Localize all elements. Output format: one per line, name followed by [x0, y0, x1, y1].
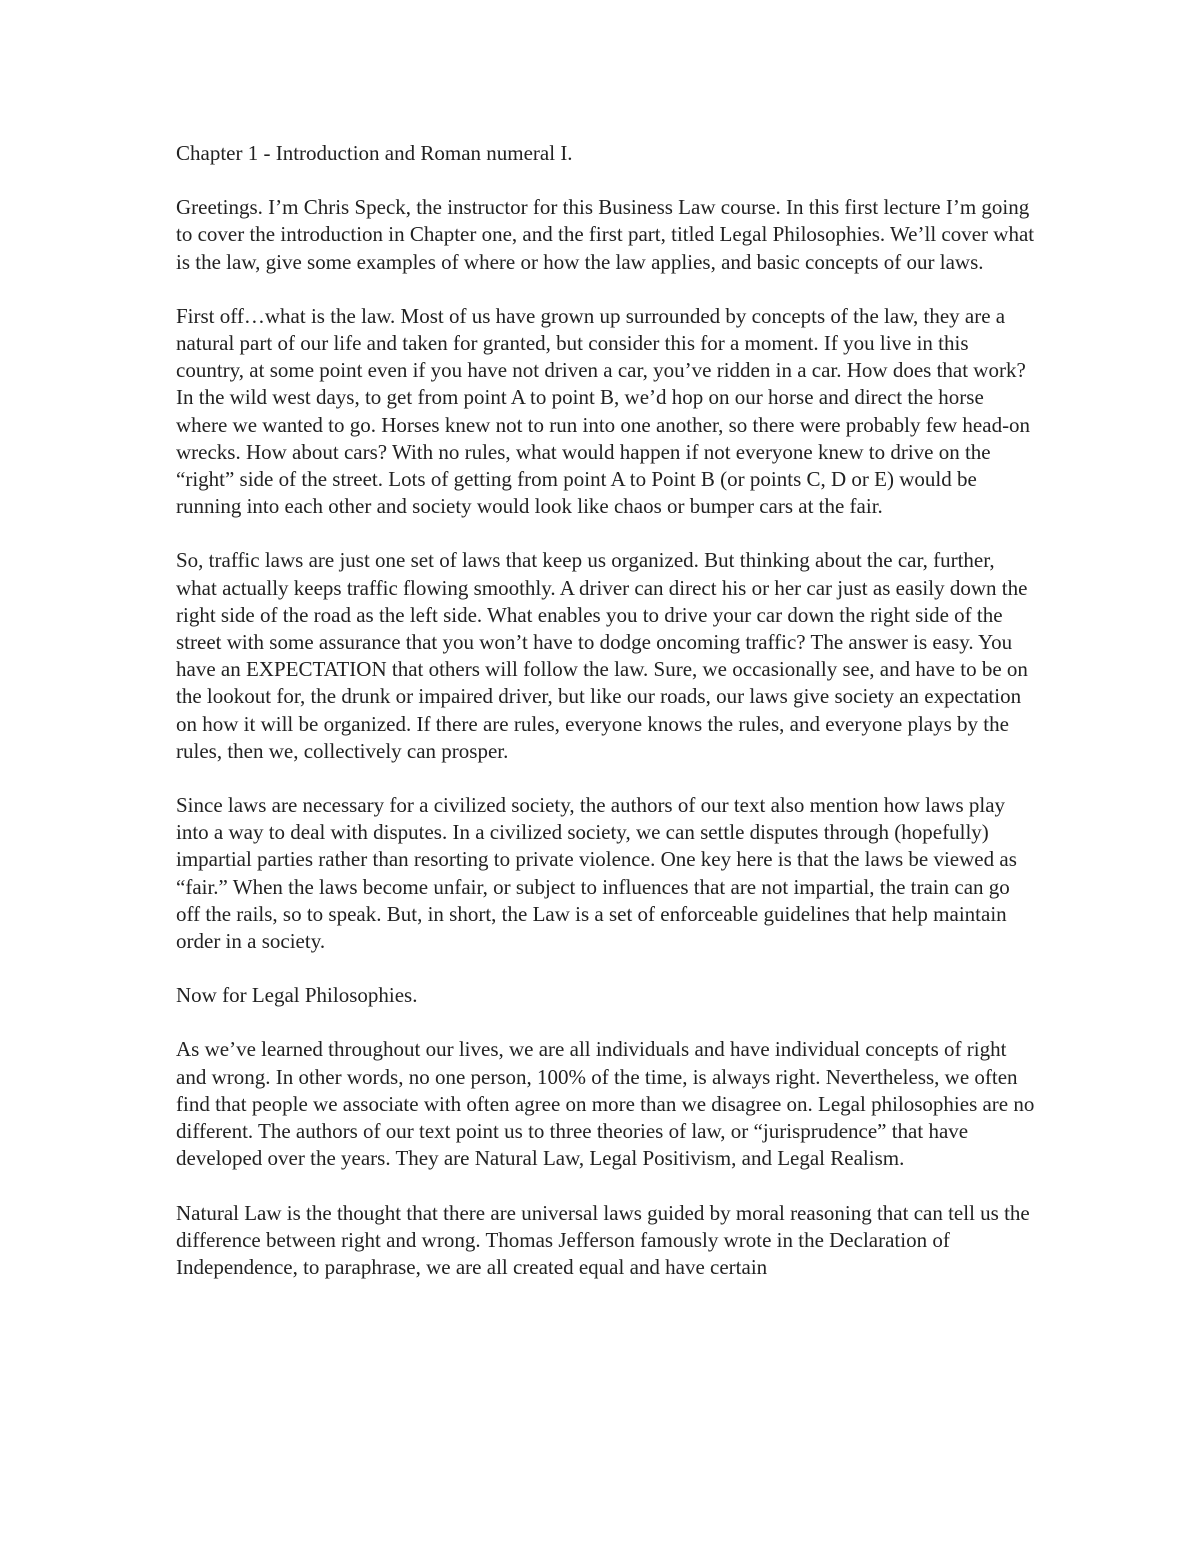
paragraph-legal-philosophies-intro: Now for Legal Philosophies.: [176, 983, 418, 1008]
paragraph-what-is-law: First off…what is the law. Most of us have grown up surrounded by concepts of the law, they are a natural part of our life and taken for granted, but consider this for a moment. If you live in this country, at some point even if you have not driven a car, you’ve ridden in a car. How does that work? In the wild west days, to get from point A to point B, we’d hop on our horse and direct the horse where we wanted to go. Horses knew not to run into one another, so there were probably few head-on wrecks. How about cars? With no rules, what would happen if not everyone knew to drive on the “right” side of the street. Lots of getting from point A to Point B (or points C, D or E) would be running into each other and society would look like chaos or bumper cars at the fair.: [176, 303, 1031, 519]
chapter-heading: Chapter 1 - Introduction and Roman numeral I.: [176, 141, 573, 165]
paragraph-natural-law: Natural Law is the thought that there are universal laws guided by moral reasoning that can tell us the difference between right and wrong. Thomas Jefferson famously wrote in the Declaration of Independence, to paraphrase, we are all created equal and have certain: [176, 1200, 1030, 1279]
paragraph-traffic-laws: So, traffic laws are just one set of laws that keep us organized. But thinking about the car, further, what actually keeps traffic flowing smoothly. A driver can direct his or her car just as easily down the right side of the road as the left side. What enables you to drive your car down the right side of the street with some assurance that you won’t have to dodge oncoming traffic? The answer is easy. You have an EXPECTATION that others will follow the law. Sure, we occasionally see, and have to be on the lookout for, the drunk or impaired driver, but like our roads, our laws give society an expectation on how it will be organized. If there are rules, everyone knows the rules, and everyone plays by the rules, then we, collectively can prosper.: [176, 548, 1028, 763]
paragraph-disputes: Since laws are necessary for a civilized society, the authors of our text also mention how laws play into a way to deal with disputes. In a civilized society, we can settle disputes through (hopefully) impartial parties rather than resorting to private violence. One key here is that the laws be viewed as “fair.” When the laws become unfair, or subject to influences that are not impartial, the train can go off the rails, so to speak. But, in short, the Law is a set of enforceable guidelines that help maintain order in a society.: [176, 793, 1017, 954]
paragraph-greetings: Greetings. I’m Chris Speck, the instructor for this Business Law course. In this first lecture I’m going to cover the introduction in Chapter one, and the first part, titled Legal Philosophies. We’ll cover what is the law, give some examples of where or how the law applies, and basic concepts of our laws.: [176, 195, 1035, 274]
document-page: [176, 140, 1036, 1281]
paragraph-theories-of-law: As we’ve learned throughout our lives, we are all individuals and have individual concepts of right and wrong. In other words, no one person, 100% of the time, is always right. Nevertheless, we often find that people we associate with often agree on more than we disagree on. Legal philosophies are no different. The authors of our text point us to three theories of law, or “jurisprudence” that have developed over the years. They are Natural Law, Legal Positivism, and Legal Realism.: [176, 1037, 1035, 1171]
